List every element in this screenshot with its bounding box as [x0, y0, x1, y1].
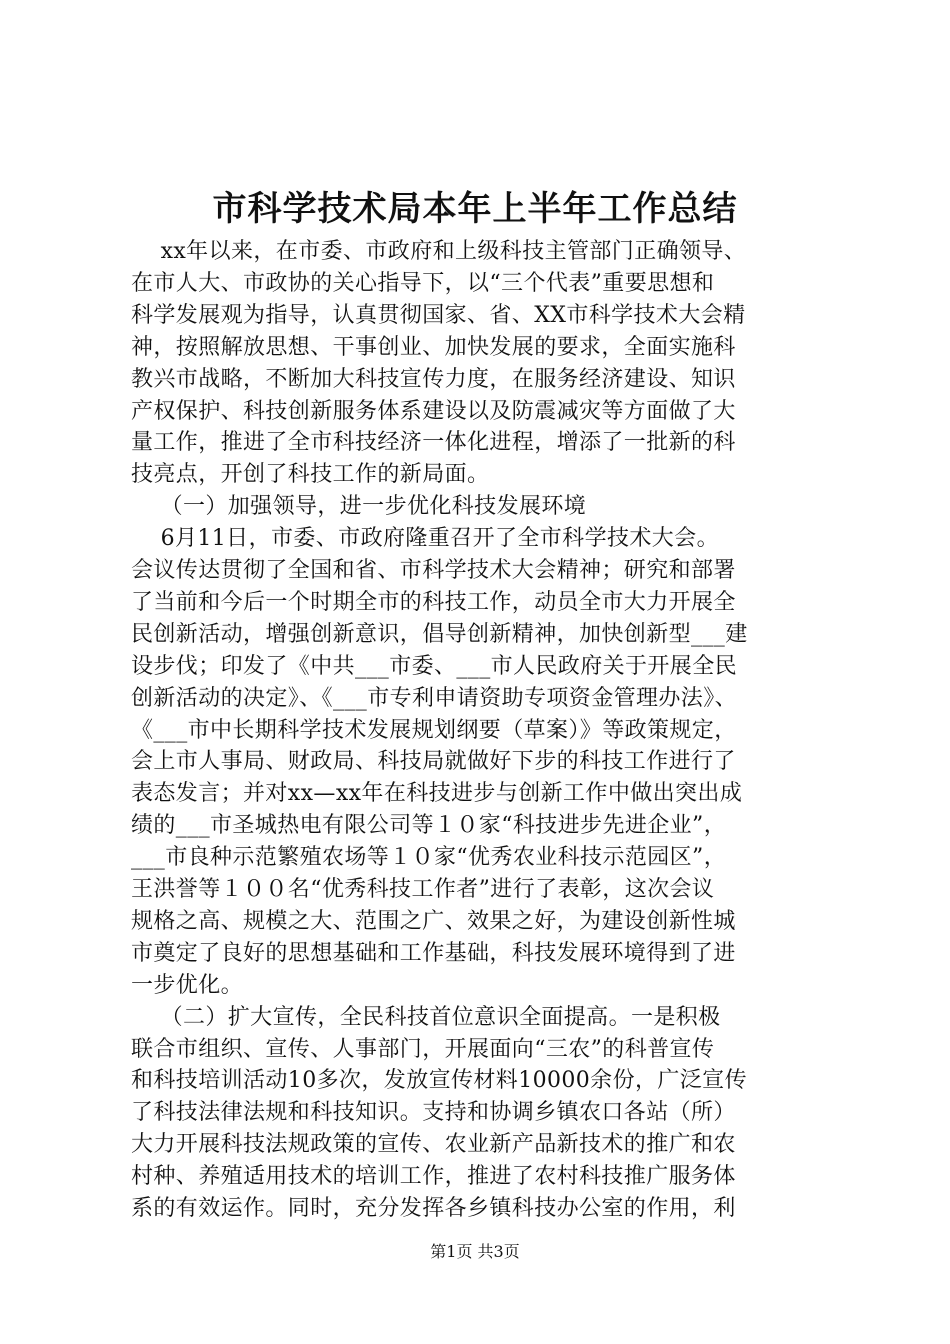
- body-line: xx年以来，在市委、市政府和上级科技主管部门正确领导、: [131, 239, 747, 264]
- body-line: 神，按照解放思想、干事创业、加快发展的要求，全面实施科: [131, 334, 736, 360]
- body-line: 会上市人事局、财政局、科技局就做好下步的科技工作进行了: [131, 749, 736, 775]
- body-line: 在市人大、市政协的关心指导下，以“三个代表”重要思想和: [131, 270, 715, 296]
- document-title: 市科学技术局本年上半年工作总结: [212, 189, 738, 229]
- body-line: 技亮点，开创了科技工作的新局面。: [131, 462, 490, 488]
- body-line: 了科技法律法规和科技知识。支持和协调乡镇农口各站（所）: [131, 1100, 736, 1126]
- body-line: 民创新活动，增强创新意识，倡导创新精神，加快创新型___建: [131, 621, 748, 647]
- body-line: 《___市中长期科学技术发展规划纲要（草案）》等政策规定，: [131, 717, 737, 743]
- body-line: 市奠定了良好的思想基础和工作基础，科技发展环境得到了进: [131, 940, 736, 966]
- body-line: 产权保护、科技创新服务体系建设以及防震减灾等方面做了大: [131, 398, 736, 424]
- body-line: 一步优化。: [131, 972, 244, 998]
- body-line: 创新活动的决定》、《___市专利申请资助专项资金管理办法》、: [131, 685, 738, 711]
- body-line: 大力开展科技法规政策的宣传、农业新产品新技术的推广和农: [131, 1132, 736, 1158]
- body-line: 和科技培训活动10多次，发放宣传材料10000余份，广泛宣传: [131, 1068, 747, 1094]
- body-line: 科学发展观为指导，认真贯彻国家、省、XX市科学技术大会精: [131, 302, 746, 328]
- body-line: 表态发言；并对xx—xx年在科技进步与创新工作中做出突出成: [131, 781, 743, 807]
- body-line: 联合市组织、宣传、人事部门，开展面向“三农”的科普宣传: [131, 1036, 715, 1062]
- body-line: 6月11日，市委、市政府隆重召开了全市科学技术大会。: [131, 526, 719, 552]
- body-line: 规格之高、规模之大、范围之广、效果之好，为建设创新性城: [131, 908, 736, 934]
- body-line: 绩的___市圣城热电有限公司等１０家“科技进步先进企业”，: [131, 813, 727, 839]
- body-line: （一）加强领导，进一步优化科技发展环境: [131, 494, 587, 520]
- page-footer: 第1页 共3页: [430, 1242, 520, 1261]
- body-line: 会议传达贯彻了全国和省、市科学技术大会精神；研究和部署: [131, 558, 736, 583]
- body-line: 系的有效运作。同时，充分发挥各乡镇科技办公室的作用，利: [131, 1196, 736, 1221]
- body-line: ___市良种示范繁殖农场等１０家“优秀农业科技示范园区”，: [131, 845, 727, 871]
- body-line: 村种、养殖适用技术的培训工作，推进了农村科技推广服务体: [131, 1164, 736, 1190]
- body-line: 量工作，推进了全市科技经济一体化进程，增添了一批新的科: [131, 430, 736, 456]
- body-line: 教兴市战略，不断加大科技宣传力度，在服务经济建设、知识: [131, 366, 736, 392]
- body-line: （二）扩大宣传，全民科技首位意识全面提高。一是积极: [131, 1004, 721, 1030]
- body-line: 设步伐；印发了《中共___市委、___市人民政府关于开展全民: [131, 653, 738, 679]
- body-line: 王洪誉等１００名“优秀科技工作者”进行了表彰，这次会议: [131, 877, 715, 902]
- body-line: 了当前和今后一个时期全市的科技工作，动员全市大力开展全: [131, 589, 736, 615]
